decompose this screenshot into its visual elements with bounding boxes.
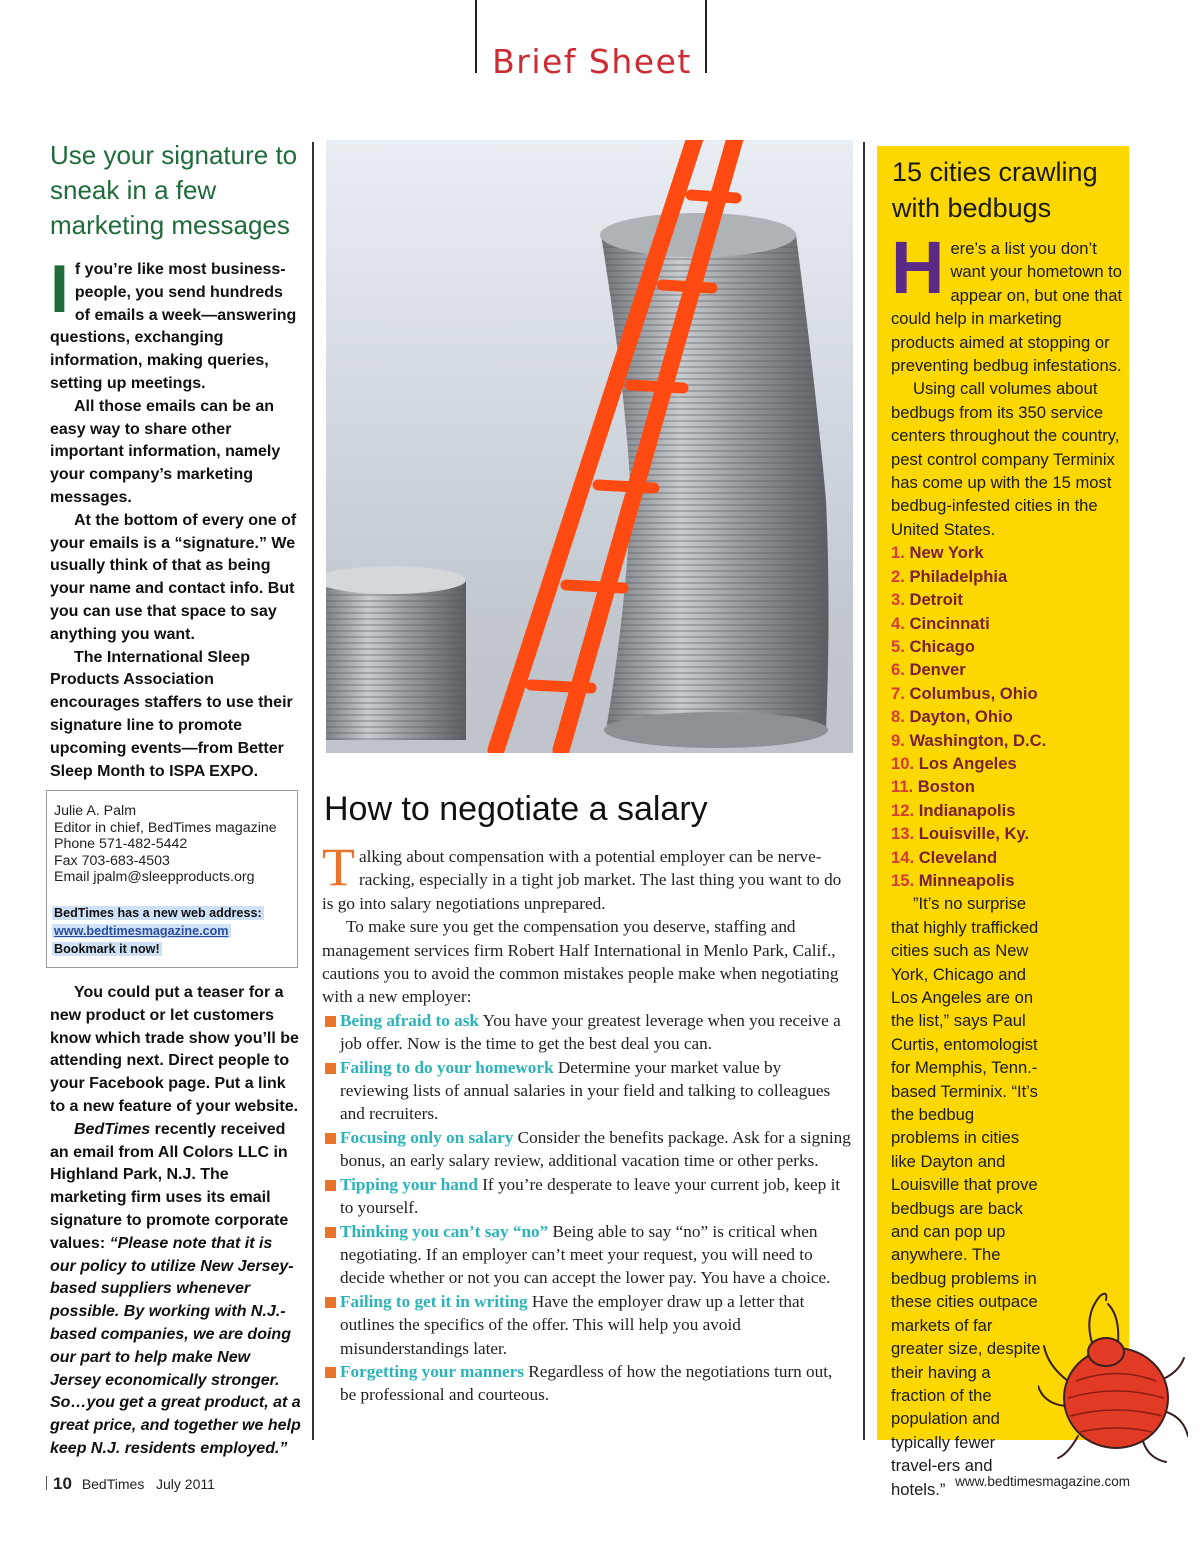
tip-item (322, 1220, 852, 1290)
tip-lead: Failing to do your homework (340, 1057, 554, 1077)
tip-item (322, 1009, 852, 1056)
city-item (891, 541, 1123, 564)
section-title: Brief Sheet (492, 42, 692, 81)
paragraph: Using call volumes about bedbugs from its 350 service centers throughout the country, pest control company Terminix has come up with the 15 most bedbug-infested cities in the United States. (891, 379, 1120, 539)
dropcap: I (50, 251, 69, 327)
bullet-square-icon (325, 1016, 336, 1027)
salary-article-headline: How to negotiate a salary (324, 790, 708, 828)
paragraph: To make sure you get the compensation you deserve, staffing and management services firm Robert Half International in Menlo Park, Calif., cautions you to avoid the common mistakes people make when negotiating with a new employer: (322, 917, 839, 1007)
page-number: 10 (53, 1474, 72, 1493)
city-rank: 14. (891, 847, 915, 867)
paragraph (891, 226, 1123, 377)
dropcap: T (322, 837, 355, 897)
city-rank: 1. (891, 543, 905, 563)
tip-text: You have your greatest leverage when you receive a job offer. Now is the time to get the best deal you can. (340, 1010, 841, 1054)
tip-item (322, 1173, 852, 1220)
city-rank: 6. (891, 660, 905, 680)
tip-text: Being able to say “no” is critical when negotiating. If an employer can’t meet your request, you will need to decide whether or not you can accept the lower pay. You have a choice. (340, 1221, 831, 1288)
paragraph: All those emails can be an easy way to share other important information, namely your company’s marketing messages. (50, 397, 281, 506)
city-rank: 3. (891, 590, 905, 610)
dropcap: H (891, 226, 945, 309)
tip-item (322, 1360, 852, 1407)
city-name: Louisville, Ky. (918, 824, 1030, 844)
left-article-body-continued (50, 982, 302, 1461)
city-rank: 10. (891, 753, 915, 773)
tip-lead: Focusing only on salary (340, 1127, 514, 1147)
tip-item (322, 1056, 852, 1126)
bedbug-icon (1038, 1286, 1188, 1466)
left-article-headline: Use your signature to sneak in a few marketing messages (50, 140, 298, 240)
bullet-square-icon (325, 1227, 336, 1238)
city-name: Philadelphia (909, 566, 1008, 586)
tip-text: If you’re desperate to leave your current job, keep it to yourself. (340, 1174, 841, 1218)
highlight-line: BedTimes has a new web address: (54, 906, 262, 920)
paragraph-text: alking about compensation with a potential employer can be nerve-racking, especially in a tight job market. The last thing you want to do is go into salary negotiations unprepared. (322, 847, 842, 913)
city-item (891, 565, 1123, 588)
city-name: Cincinnati (909, 613, 990, 633)
city-item (891, 658, 1123, 681)
city-rank: 9. (891, 730, 905, 750)
ladder-and-coins-photo (326, 140, 853, 753)
city-rank: 12. (891, 800, 915, 820)
quote-paragraph: ”It’s no surprise that highly trafficked cities such as New York, Chicago and Los Angeles are on the list,” says Paul Curtis, entomologist for Memphis, Tenn.-based Terminix. “It’s the bedbug problems in cities like Dayton and Louisville that prove bedbugs are back and can pop up anywhere. The bedbug problems in these cities outpace markets of far greater size, despite their having a fraction of the population and typically fewer travel-ers and hotels.” (891, 894, 1041, 1499)
column-divider-right (863, 142, 865, 1440)
signature-highlight (52, 904, 264, 958)
signature-contact (54, 803, 277, 886)
bullet-square-icon (325, 1063, 336, 1074)
bullet-square-icon (325, 1133, 336, 1144)
tip-text: Determine your market value by reviewing lists of annual salaries in your field and talking to colleagues and recruiters. (340, 1057, 831, 1124)
city-name: Cleveland (918, 847, 998, 867)
city-item (891, 869, 1123, 892)
tip-text: Regardless of how the negotiations turn out, be professional and courteous. (340, 1361, 833, 1405)
sidebar-headline: 15 cities crawling with bedbugs (892, 157, 1098, 223)
footer-rule (46, 1476, 47, 1490)
city-name: Chicago (909, 636, 975, 656)
paragraph-text: f you’re like most business-people, you send hundreds of emails a week—answering questions, exchanging information, making queries, setting up meetings. (50, 261, 297, 392)
city-item (891, 588, 1123, 611)
signature-fax: Fax 703-683-4503 (54, 852, 170, 869)
city-name: Dayton, Ohio (909, 707, 1013, 727)
city-rank: 5. (891, 636, 905, 656)
email-signature-example (46, 790, 298, 968)
city-name: Minneapolis (918, 870, 1015, 890)
page-footer-left (46, 1474, 215, 1494)
city-rank: 2. (891, 566, 905, 586)
bullet-square-icon (325, 1180, 336, 1191)
city-item (891, 682, 1123, 705)
bullet-square-icon (325, 1367, 336, 1378)
header-divider-left (475, 0, 477, 73)
city-name: Columbus, Ohio (909, 683, 1038, 703)
paragraph-text: recently received an email from All Colors LLC in Highland Park, N.J. The marketing firm uses its email signature to promote corporate values: (50, 1120, 289, 1252)
city-rank: 11. (891, 777, 914, 797)
quote-text: “Please note that it is our policy to utilize New Jersey-based suppliers whenever possible. By working with N.J.-based companies, we are doing our part to help make New Jersey economically stronger. So…you get a great product, at a great price, and together we help keep N.J. residents employed.” (50, 1234, 301, 1457)
paragraph-text: ere’s a list you don’t want your hometown to appear on, but one that could help in marketing products aimed at stopping or preventing bedbug infestations. (891, 239, 1123, 376)
column-divider-left (312, 142, 314, 1440)
city-item (891, 752, 1123, 775)
bullet-square-icon (325, 1297, 336, 1308)
signature-link[interactable]: www.bedtimesmagazine.com (54, 924, 229, 938)
tip-lead: Being afraid to ask (340, 1010, 479, 1030)
city-name: Boston (917, 777, 975, 797)
magazine-name: BedTimes (81, 1476, 145, 1492)
tip-text: Consider the benefits package. Ask for a signing bonus, an early salary review, additional vacation time or other perks. (340, 1127, 851, 1171)
city-list (891, 541, 1123, 892)
signature-email: Email jpalm@sleepproducts.org (54, 869, 255, 886)
paragraph (50, 1119, 302, 1461)
signature-phone: Phone 571-482-5442 (54, 836, 188, 853)
paragraph: The International Sleep Products Association encourages staffers to use their signature line to promote upcoming events—from Better Sleep Month to ISPA EXPO. (50, 648, 293, 780)
tip-lead: Tipping your hand (340, 1174, 478, 1194)
short-coin-stack (326, 566, 466, 740)
signature-title: Editor in chief, BedTimes magazine (54, 819, 277, 836)
paragraph: At the bottom of every one of your emails is a “signature.” We usually think of that as being your name and contact info. But you can use that space to say anything you want. (50, 511, 297, 643)
footer-url[interactable]: www.bedtimesmagazine.com (955, 1474, 1130, 1489)
tip-text: Have the employer draw up a letter that outlines the specifics of the offer. This will help you avoid misunderstandings later. (340, 1291, 805, 1358)
salary-article-body (322, 837, 852, 1407)
paragraph (322, 837, 852, 915)
issue-date: July 2011 (156, 1476, 215, 1492)
left-article (50, 138, 302, 783)
tips-list (322, 1009, 852, 1407)
tip-lead: Failing to get it in writing (340, 1291, 528, 1311)
highlight-line: Bookmark it now! (54, 942, 160, 956)
city-item (891, 729, 1123, 752)
city-rank: 8. (891, 707, 905, 727)
city-item (891, 775, 1123, 798)
city-rank: 15. (891, 870, 915, 890)
city-name: New York (909, 543, 984, 563)
tip-item (322, 1290, 852, 1360)
city-item (891, 705, 1123, 728)
city-item (891, 635, 1123, 658)
city-item (891, 822, 1123, 845)
city-name: Indianapolis (918, 800, 1016, 820)
city-rank: 7. (891, 683, 905, 703)
signature-name: Julie A. Palm (54, 803, 137, 819)
city-name: Washington, D.C. (909, 730, 1047, 750)
city-rank: 13. (891, 824, 915, 844)
left-article-body (50, 251, 302, 783)
tip-lead: Thinking you can’t say “no” (340, 1221, 549, 1241)
city-name: Los Angeles (918, 753, 1017, 773)
tip-lead: Forgetting your manners (340, 1361, 524, 1381)
city-rank: 4. (891, 613, 905, 633)
photo-illustration (326, 140, 853, 753)
magazine-name: BedTimes (74, 1120, 151, 1138)
tip-item (322, 1126, 852, 1173)
city-item (891, 799, 1123, 822)
city-name: Detroit (909, 590, 963, 610)
city-name: Denver (909, 660, 966, 680)
city-item (891, 612, 1123, 635)
city-item (891, 846, 1123, 869)
paragraph: You could put a teaser for a new product or let customers know which trade show you’ll be attending next. Direct people to your Facebook page. Put a link to a new feature of your website. (50, 984, 299, 1115)
paragraph (50, 251, 302, 396)
